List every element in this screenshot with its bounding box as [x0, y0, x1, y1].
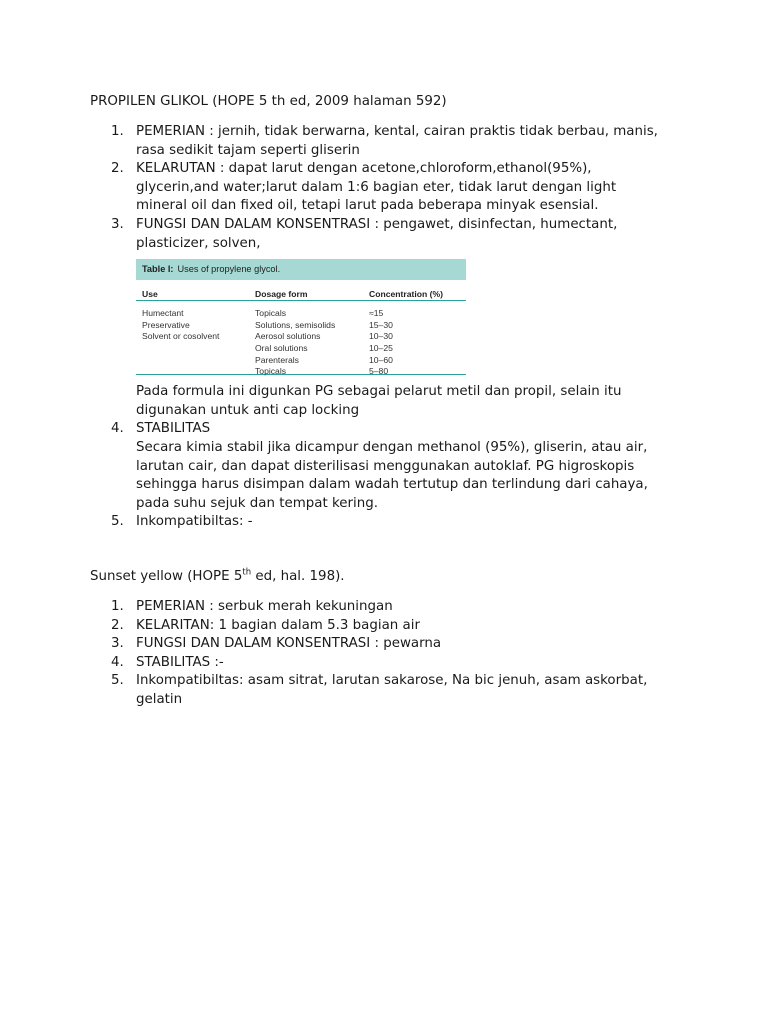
table-row [136, 327, 466, 342]
list-number: 4. [111, 421, 124, 437]
list-item-line: pada suhu sejuk dan tempat kering. [136, 495, 378, 511]
table-cell: 15–30 [369, 319, 393, 330]
propylene-glycol-uses-table [136, 259, 466, 377]
table-body [136, 301, 466, 375]
table-header-cell: Use [142, 289, 158, 300]
list-number: 3. [111, 216, 124, 232]
list-item-inkompatibilitas [0, 672, 696, 709]
table-row [136, 339, 466, 351]
list-item-fungsi [0, 216, 696, 420]
table-cell: Parenterals [255, 354, 299, 365]
list-number: 2. [111, 161, 124, 177]
heading-superscript: th [242, 567, 252, 578]
list-item-pemerian [0, 598, 696, 617]
list-item-line: KELARUTAN : dapat larut dengan acetone,chloroform,ethanol(95%), [136, 161, 592, 177]
table-cell: Topicals [255, 308, 287, 319]
list-item-line: FUNGSI DAN DALAM KONSENTRASI : pewarna [136, 636, 442, 652]
list-item-line: KELARITAN: 1 bagian dalam 5.3 bagian air [136, 617, 420, 633]
list-item-line: FUNGSI DAN DALAM KONSENTRASI : pengawet, disinfectan, humectant, [136, 216, 618, 232]
list-item-line: gelatin [136, 691, 183, 707]
list-item-line: glycerin,and water;larut dalam 1:6 bagian eter, tidak larut dengan light [136, 179, 617, 195]
section-heading-sunset-yellow [90, 567, 345, 586]
table-cell: Topicals [255, 366, 287, 377]
list-item-line: STABILITAS [136, 421, 211, 437]
table-header-cell: Dosage form [255, 289, 308, 300]
heading-text: Sunset yellow (HOPE 5 [90, 569, 243, 584]
list-item-fungsi [0, 635, 696, 654]
list-item-stabilitas [0, 420, 696, 513]
table-title-text: Uses of propylene glycol. [177, 264, 281, 275]
table-header-cell: Concentration (%) [369, 289, 443, 300]
list-item-pemerian [0, 123, 696, 160]
table-cell: 5–80 [369, 366, 389, 377]
list-item-kelaritan [0, 617, 696, 636]
list-item-line: Pada formula ini digunkan PG sebagai pelarut metil dan propil, selain itu [136, 384, 622, 400]
table-row [136, 316, 466, 328]
list-number: 3. [111, 636, 124, 652]
list-item-line: digunakan untuk anti cap locking [136, 402, 360, 418]
table-row [136, 362, 466, 377]
sunset-yellow-list [0, 598, 768, 710]
list-item-line: sehingga harus disimpan dalam wadah tertutup dan terlindung dari cahaya, [136, 477, 648, 493]
table-cell: Aerosol solutions [255, 331, 321, 342]
list-item-inkompatibilitas [0, 513, 696, 532]
table-cell: Solutions, semisolids [255, 319, 336, 330]
table-cell: Preservative [142, 319, 190, 330]
table-header-row [136, 280, 466, 301]
list-item-kelarutan [0, 160, 696, 216]
table-row [136, 351, 466, 363]
section-heading-propilen-glikol: PROPILEN GLIKOL (HOPE 5 th ed, 2009 halaman 592) [90, 94, 447, 109]
list-number: 1. [111, 124, 124, 139]
list-item-line: Inkompatibiltas: - [136, 514, 253, 530]
table-title [136, 259, 466, 280]
table-title-label: Table I: [142, 264, 174, 275]
list-number: 2. [111, 617, 124, 633]
list-item-line: larutan cair, dan dapat disterilisasi menggunakan autoklaf. PG higroskopis [136, 458, 635, 474]
table-cell: 10–60 [369, 354, 393, 365]
propilen-glikol-list [0, 123, 768, 532]
list-item-line: Inkompatibiltas: asam sitrat, larutan sakarose, Na bic jenuh, asam askorbat, [136, 673, 648, 689]
table-cell: ≈15 [369, 308, 384, 319]
list-number: 1. [111, 599, 124, 614]
list-number: 5. [111, 673, 124, 689]
table-cell: 10–25 [369, 342, 393, 353]
list-item-line: rasa sedikit tajam seperti gliserin [136, 142, 360, 158]
list-item-line: PEMERIAN : jernih, tidak berwarna, kental, cairan praktis tidak berbau, manis, [136, 124, 658, 139]
list-item-line: mineral oil dan fixed oil, tetapi larut pada beberapa minyak esensial. [136, 198, 599, 214]
list-item-line: plasticizer, solven, [136, 235, 261, 251]
table-cell: Solvent or cosolvent [142, 331, 220, 342]
list-item-line: PEMERIAN : serbuk merah kekuningan [136, 599, 393, 614]
table-cell: Oral solutions [255, 342, 308, 353]
table-cell: Humectant [142, 308, 184, 319]
list-number: 4. [111, 654, 124, 670]
list-item-line: STABILITAS :- [136, 654, 224, 670]
list-item-line: Secara kimia stabil jika dicampur dengan methanol (95%), gliserin, atau air, [136, 439, 648, 455]
list-item-stabilitas [0, 654, 696, 673]
heading-text: ed, hal. 198). [251, 569, 345, 584]
table-row [136, 304, 466, 319]
table-cell: 10–30 [369, 331, 393, 342]
list-number: 5. [111, 514, 124, 530]
